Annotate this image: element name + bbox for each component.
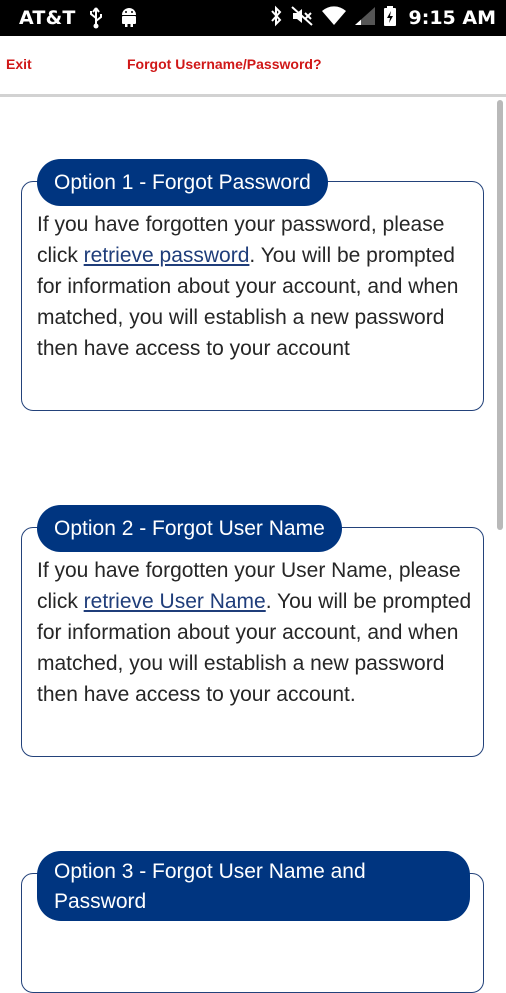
retrieve-user-name-link[interactable]: retrieve User Name: [83, 590, 266, 613]
app-header: [0, 36, 506, 97]
option-2-text: [37, 555, 477, 710]
option-2-title: Option 2 - Forgot User Name: [37, 505, 342, 552]
usb-icon: [88, 6, 104, 34]
clock: 9:15 AM: [408, 7, 496, 29]
retrieve-password-link[interactable]: retrieve password: [83, 244, 250, 267]
page-title: Forgot Username/Password?: [127, 56, 322, 72]
mute-icon: [291, 6, 313, 30]
signal-icon: [355, 7, 375, 29]
scrollbar[interactable]: [497, 100, 503, 530]
status-bar: [0, 0, 506, 36]
bluetooth-icon: [270, 6, 282, 30]
battery-icon: [384, 6, 396, 30]
exit-button[interactable]: Exit: [6, 56, 32, 72]
android-icon: [119, 6, 139, 32]
option-1-text: [37, 209, 477, 364]
wifi-icon: [322, 7, 346, 29]
option-1-title: Option 1 - Forgot Password: [37, 159, 328, 206]
carrier-label: AT&T: [19, 7, 76, 29]
option-2-text-after: . You will be prompted for information about your account, and when matched, you will establish a new password then have access to your account.: [37, 590, 472, 706]
option-3-title: Option 3 - Forgot User Name and Password: [37, 851, 470, 921]
main-content[interactable]: [0, 97, 506, 913]
option-1-text-after: . You will be prompted for information about your account, and when matched, you will establish a new password then have access to your account: [37, 244, 459, 360]
option-2-text-before: If you have forgotten your User Name, please click: [37, 559, 461, 613]
option-1-text-before: If you have forgotten your password, please click: [37, 213, 445, 267]
